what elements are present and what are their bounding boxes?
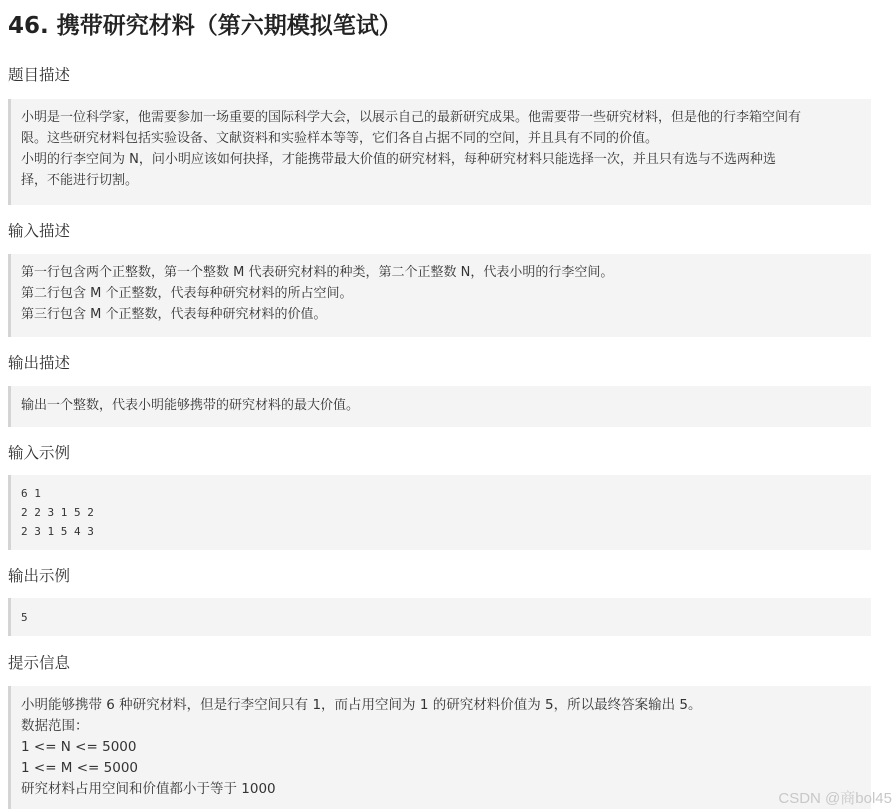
problem-page xyxy=(8,0,872,809)
description-block xyxy=(8,99,871,205)
input-example-block xyxy=(8,475,871,550)
description-heading: 题目描述 xyxy=(8,66,71,84)
input-example-heading: 输入示例 xyxy=(8,444,71,462)
input-description-line: 第二行包含 M 个正整数，代表每种研究材料的所占空间。 xyxy=(21,286,353,301)
hint-line: 小明能够携带 6 种研究材料，但是行李空间只有 1，而占用空间为 1 的研究材料价值为 5，所以最终答案输出 5。 xyxy=(21,697,702,713)
hint-block xyxy=(8,686,871,809)
hint-heading: 提示信息 xyxy=(8,654,71,672)
input-description-line: 第一行包含两个正整数，第一个整数 M 代表研究材料的种类，第二个正整数 N，代表小明的行李空间。 xyxy=(21,265,614,280)
description-line: 限。这些研究材料包括实验设备、文献资料和实验样本等等，它们各自占据不同的空间，并且具有不同的价值。 xyxy=(21,131,659,146)
input-description-heading: 输入描述 xyxy=(8,222,71,240)
csdn-watermark: CSDN @商bol45 xyxy=(778,790,892,807)
output-description-block xyxy=(8,386,871,427)
description-line: 小明是一位科学家，他需要参加一场重要的国际科学大会，以展示自己的最新研究成果。他需要带一些研究材料，但是他的行李箱空间有 xyxy=(21,110,802,125)
input-example-line: 2 2 3 1 5 2 xyxy=(21,506,94,519)
input-description-line: 第三行包含 M 个正整数，代表每种研究材料的价值。 xyxy=(21,307,327,322)
page-title: 46. 携带研究材料（第六期模拟笔试） xyxy=(8,13,402,39)
input-description-block xyxy=(8,254,871,337)
hint-line: 数据范围： xyxy=(21,718,89,734)
hint-line: 研究材料占用空间和价值都小于等于 1000 xyxy=(21,781,276,797)
output-description-line: 输出一个整数，代表小明能够携带的研究材料的最大价值。 xyxy=(21,398,360,413)
description-line: 择，不能进行切割。 xyxy=(21,173,139,188)
hint-line: 1 <= M <= 5000 xyxy=(21,760,139,776)
output-description-heading: 输出描述 xyxy=(8,354,71,372)
output-example-block xyxy=(8,598,871,636)
description-line: 小明的行李空间为 N，问小明应该如何抉择，才能携带最大价值的研究材料，每种研究材料只能选择一次，并且只有选与不选两种选 xyxy=(21,152,776,167)
input-example-line: 2 3 1 5 4 3 xyxy=(21,525,94,538)
input-example-line: 6 1 xyxy=(21,487,41,500)
output-example-heading: 输出示例 xyxy=(8,567,71,585)
hint-line: 1 <= N <= 5000 xyxy=(21,739,137,755)
output-example-line: 5 xyxy=(21,611,28,624)
